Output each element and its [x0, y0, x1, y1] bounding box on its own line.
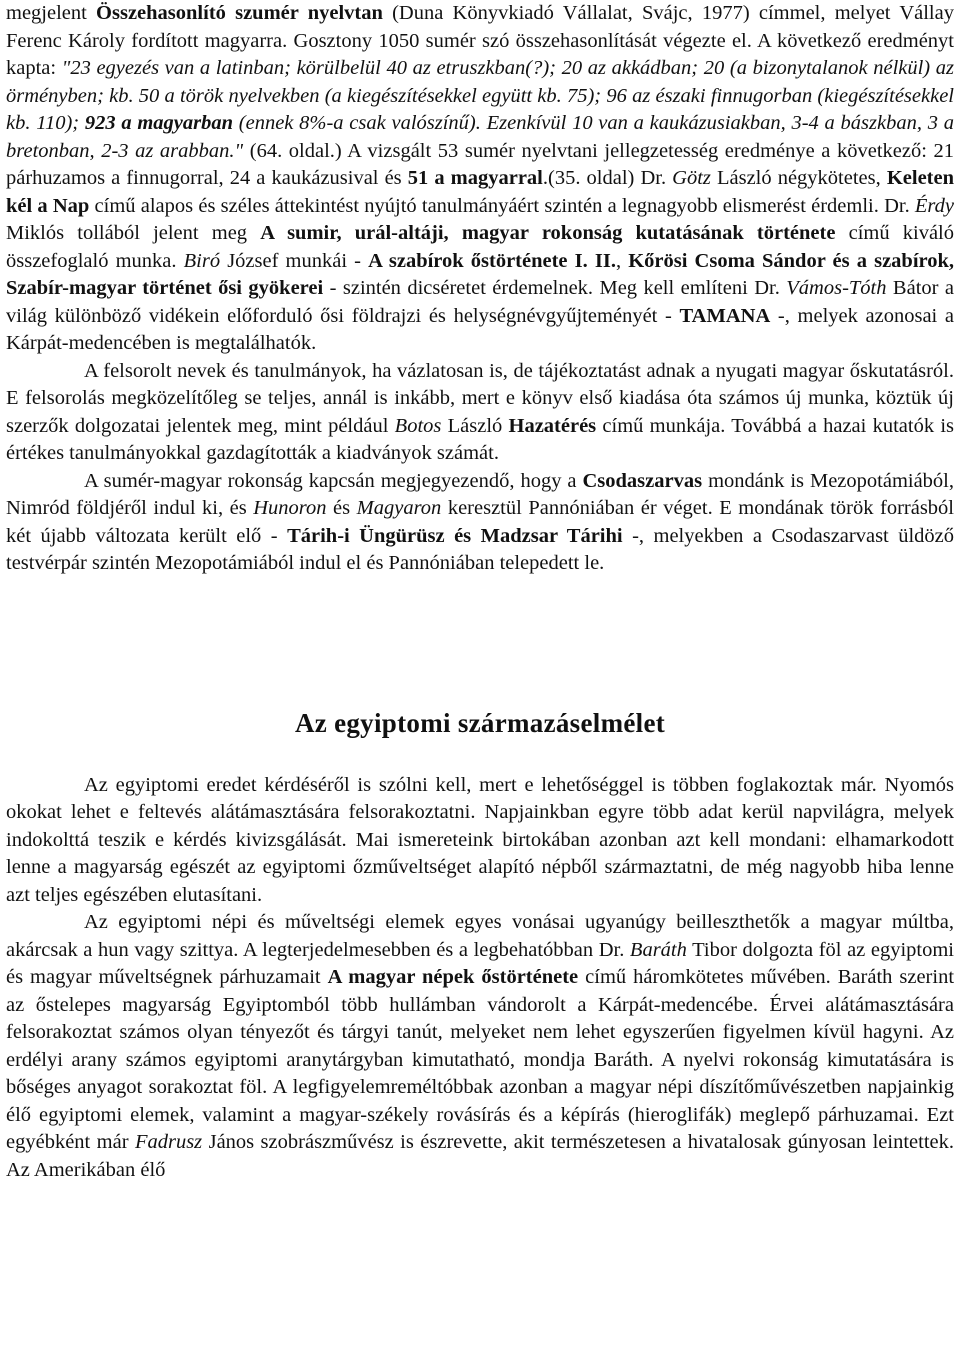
emphasis-bold: A magyar népek őstörténete: [327, 966, 579, 988]
text-run: A sumér-magyar rokonság kapcsán megjegyezendő, hogy a: [84, 469, 583, 492]
paragraph-egyptian-origin: [6, 772, 954, 910]
emphasis-bold: TAMANA: [679, 304, 771, 327]
emphasis-bold: A sumir, urál-altáji, magyar rokonság kutatásának története: [260, 222, 836, 244]
emphasis-bold: A szabírok őstörténete I. II.: [368, 249, 616, 272]
emphasis-italic: Botos: [394, 414, 442, 437]
text-run: - szintén dicséretet érdemelnek. Meg kell említeni Dr.: [323, 277, 787, 299]
text-run: című munkája. Továbbá a hazai kutatók is értékes tanulmányokkal gazdagították a kiadványok számát.: [6, 414, 954, 464]
section-heading: Az egyiptomi származáselmélet: [294, 707, 666, 738]
emphasis-italic: "23 egyezés van a latinban; körülbelül 40 az etruszkban(?); 20 az akkádban; 20 (a bizonytalanok nélkül) az örményben; kb. 50 a török nyelvekben (a kiegészítésekkel együtt kb. 75); 96 az északi finnugorban (kiegészítésekkel kb. 110);: [6, 57, 954, 134]
emphasis-italic: Vámos-Tóth: [786, 277, 887, 299]
section-gap: [6, 578, 954, 703]
paragraph-csodaszarvas: [6, 468, 954, 578]
text-run: Az egyiptomi eredet kérdéséről is szólni kell, mert e lehetőséggel is többen foglakoztak már. Nyomós okokat lehet e feltevés alátámasztására felsorakoztatni. Napjainkban egyre több adat kerül napvilágra, melyek indokolttá teszik e kérdés kivizsgálását. Mai ismereteink birtokában azonban azt kell mondani: elhamarkodott lenne a magyarság egészét az egyiptomi őzműveltséget alapító népből származtatni, de még nagyobb hiba lenne azt teljes egészében elutasítani.: [6, 773, 954, 906]
emphasis-bold: Tárih-i Üngürüsz és Madzsar Tárihi: [287, 524, 623, 547]
text-run: Az egyiptomi népi és műveltségi elemek egyes vonásai ugyanúgy beilleszthetők a magyar múltba, akárcsak a hun vagy szittya. A legterjedelmesebben és a legbehatóbban Dr.: [6, 911, 954, 961]
emphasis-italic: Magyaron: [356, 497, 442, 519]
text-run: című háromkötetes művében. Baráth szerint az őstelepes magyarság Egyiptomból több hullámban vándorolt a Kárpát-medencébe. Érvei alátámasztására felsorakoztat számos olyan tényezőt és tárgyi tanút, melyeket nem lehet egyszerűen figyelmen kívül hagyni. Az erdélyi arany számos egyiptomi aranytárgyban kimutatható, mondja Baráth. A nyelvi rokonság kimutatására is bőséges anyagot sorakoztat föl. A legfigyelemreméltóbbak azonban a magyar népi díszítőművészetben napjainkig élő egyiptomi elemek, valamint a magyar-székely rovásírás és a képírás (hieroglifák) meglepő párhuzamai. Ezt egyébként már: [6, 966, 955, 1153]
text-run: (Duna Könyvkiadó Vállalat, Svájc, 1977) címmel, melyet Vállay Ferenc Károly fordított magyarra. Gosztony 1050 sumér szó összehasonlítását végezte el. A következő eredményt kapta:: [6, 2, 954, 79]
text-run: mondánk is Mezopotámiából, Nimród földjéről indul ki, és: [6, 469, 955, 519]
text-run: ,: [615, 249, 629, 272]
emphasis-bold: Keleten kél a Nap: [6, 167, 954, 217]
text-run: -, melyek azonosai a Kárpát-medencében is megtalálhatók.: [6, 304, 954, 354]
emphasis-bold: Hazatérés: [508, 414, 597, 437]
text-run: keresztül Pannóniában ér véget. E mondának török forrásból két újabb változata került elő -: [6, 497, 954, 547]
emphasis-italic: Götz: [672, 167, 711, 189]
text-run: János szobrászművész is észrevette, akit természetesen a hivatalosak gúnyosan leintettek. Az Amerikában élő: [6, 1131, 954, 1181]
document-page: [6, 0, 954, 1184]
text-run: megjelent: [6, 2, 97, 24]
text-run: József munkái -: [220, 249, 369, 272]
emphasis-italic: Hunoron: [253, 497, 327, 519]
text-run: Miklós tollából jelent meg: [6, 222, 261, 244]
emphasis-italic: Baráth: [629, 938, 687, 961]
paragraph-egyptian-elements: [6, 909, 954, 1184]
text-run: A felsorolt nevek és tanulmányok, ha vázlatosan is, de tájékoztatást adnak a nyugati magyar őskutatásról. E felsorolás megközelítőleg se teljes, annál is inkább, mert e könyv első kiadása óta számos új munka, köztük új szerzők dolgozatai jelentek meg, mint például: [6, 359, 954, 437]
text-run: című kiváló összefoglaló munka.: [6, 222, 955, 272]
emphasis-bold: Összehasonlító szumér nyelvtan: [96, 2, 383, 24]
emphasis-bold: Csodaszarvas: [582, 469, 703, 492]
paragraph-sumer-research: [6, 0, 954, 358]
emphasis-italic: Biró: [183, 249, 221, 272]
text-run: László: [441, 414, 509, 437]
text-run: és: [326, 497, 357, 519]
emphasis-bold-italic: 923 a magyarban: [84, 112, 234, 134]
text-run: (64. oldal.) A vizsgált 53 sumér nyelvtani jellegzetesség eredménye a következő: 21 párhuzamos a finnugorral, 24 a kaukázusival és: [6, 139, 954, 189]
text-run: -, melyekben a Csodaszarvast üldöző testvérpár szintén Mezopotámiából indul el és Pannóniában telepedett le.: [6, 524, 955, 574]
text-run: Bátor a világ különböző vidékein előforduló ősi földrajzi és helységnévgyűjteményét -: [6, 277, 954, 327]
emphasis-italic: Érdy: [914, 194, 954, 217]
text-run: című alapos és széles áttekintést nyújtó tanulmányáért szintén a legnagyobb elismerést érdemli. Dr.: [89, 194, 915, 217]
paragraph-emigre-research: [6, 358, 954, 468]
emphasis-bold: 51 a magyarral: [407, 167, 543, 189]
emphasis-italic: Fadrusz: [134, 1131, 203, 1153]
text-run: Tibor dolgozta föl az egyiptomi és magyar műveltségnek párhuzamait: [6, 938, 954, 988]
emphasis-bold: Kőrösi Csoma Sándor és a szabírok, Szabír-magyar történet ősi gyökerei: [6, 249, 955, 299]
emphasis-italic: (ennek 8%-a csak valószínű). Ezenkívül 10 van a kaukázusiakban, 3-4 a bászkban, 3 a bretonban, 2-3 az arabban.": [6, 112, 954, 162]
text-run: László négykötetes,: [710, 167, 887, 189]
text-run: .(35. oldal) Dr.: [542, 167, 673, 189]
